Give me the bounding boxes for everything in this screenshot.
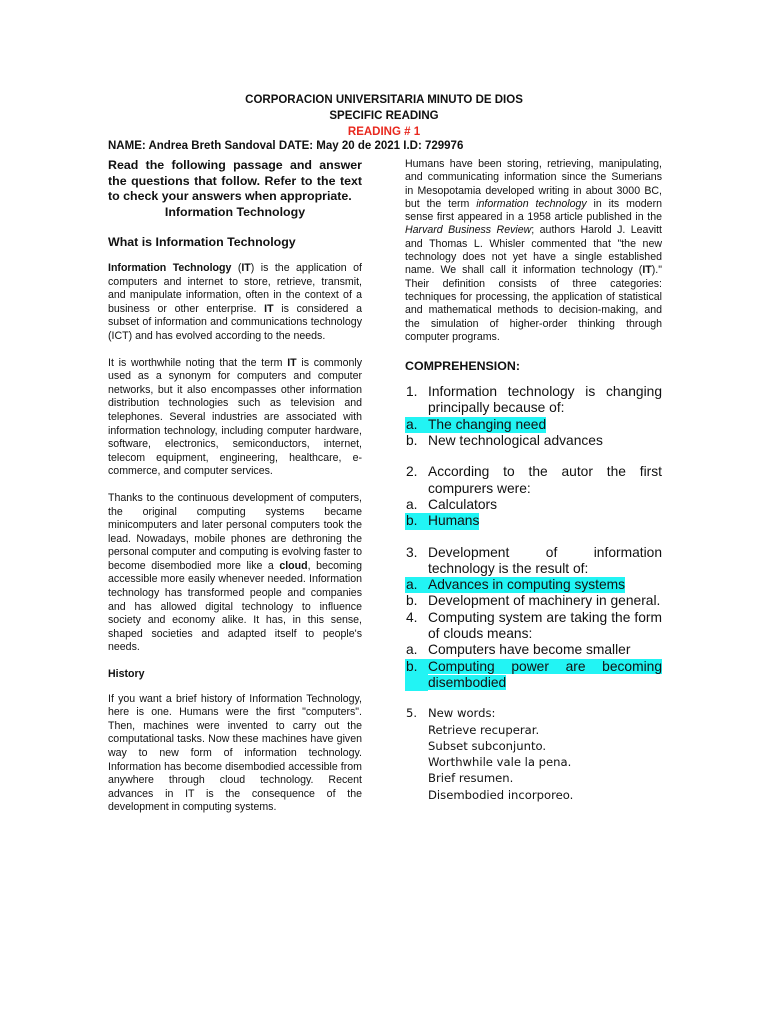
passage-title: Information Technology xyxy=(164,204,306,219)
question-list xyxy=(405,384,662,691)
new-words-title: New words: xyxy=(428,706,496,721)
question-text: Information technology is changing principally because of: xyxy=(428,384,662,416)
student-info-line: NAME: Andrea Breth Sandoval DATE: May 20 de 2021 I.D: 729976 xyxy=(108,140,464,152)
answer-option: Development of machinery in general. xyxy=(428,593,661,609)
question-4: 4. Computing system are taking the form of clouds means: a. Computers have become smaller b. Computing power are becoming disembodied xyxy=(406,609,662,690)
paragraph-history: If you want a brief history of Information Technology, here is one. Humans were the first "computers". Then, machines were invented to carry out the computational tasks. Now these machines have given way to new form of information technology. Information has become disembodied accessible from anywhere through cloud technology. Recent advances in IT is the consequence of the development in computing systems. xyxy=(108,692,362,814)
answer-option-highlighted: Computing power are becoming disembodied xyxy=(428,658,662,690)
paragraph-humans: Humans have been storing, retrieving, manipulating, and communicating information since the Sumerians in Mesopotamia developed writing in about 3000 BC, but the term information technology in its modern sense first appeared in a 1958 article published in the Harvard Business Review; authors Harold J. Leavitt and Thomas L. Whisler commented that "the new technology does not yet have a single established name. We shall call it information technology (IT)." Their definition consists of three categories: techniques for processing, the application of statistical and mathematical methods to decision-making, and the simulation of higher-order thinking through computer programs. xyxy=(405,158,662,343)
reading-number: READING # 1 xyxy=(347,126,421,138)
paragraph-definition: Information Technology (IT) is the application of computers and internet to store, retrieve, transmit, and manipulate information, often in the context of a business or other enterprise. IT is considered a subset of information and communications technology (ICT) and has evolved according to the needs. xyxy=(108,262,363,342)
question-text: According to the autor the first compurers were: xyxy=(428,464,662,496)
course-name: SPECIFIC READING xyxy=(329,110,439,122)
section-title: What is Information Technology xyxy=(108,235,296,249)
right-column xyxy=(405,158,662,803)
question-text: Computing system are taking the form of clouds means: xyxy=(428,609,662,642)
left-column xyxy=(108,158,362,828)
paragraph-development: Thanks to the continuous development of computers, the original computing systems became minicomputers and later personal computers took the lead. Nowadays, mobile phones are dethroning the personal computer and computing is evolving faster to become disembodied more like a cloud, becoming accessible more easily whenever needed. Information technology has transformed people and companies and has allowed digital technology to influence society and economy alike. It has, in this sense, shaped societies and adapted itself to people's needs. xyxy=(108,491,363,654)
question-2: 2. According to the autor the first compurers were: a. Calculators b. Humans xyxy=(406,464,662,529)
answer-option-highlighted: The changing need xyxy=(428,416,547,432)
question-text: Development of information technology is the result of: xyxy=(428,544,662,576)
new-word-item: Worthwhile vale la pena. xyxy=(428,755,572,770)
paragraph-synonym: It is worthwhile noting that the term IT is commonly used as a synonym for computers and computer networks, but it also encompasses other information distribution technologies such as television and telephones. Several industries are associated with information technology, including computer hardware, software, electronics, semiconductors, internet, telecom equipment, engineering, healthcare, e-commerce, and computer services. xyxy=(108,356,363,478)
institution-name: CORPORACION UNIVERSITARIA MINUTO DE DIOS xyxy=(245,94,523,106)
new-words-section: 5. New words: Retrieve recuperar. Subset subconjunto. Worthwhile vale la pena. Brief resumen. Disembodied incorporeo. xyxy=(406,706,574,802)
question-3: 3. Development of information technology is the result of: a. Advances in computing systems b. Development of machinery in general. xyxy=(406,544,662,609)
instructions: Read the following passage and answer the questions that follow. Refer to the text to check your answers when appropriate. xyxy=(108,158,362,203)
answer-option-highlighted: Advances in computing systems xyxy=(428,577,626,593)
answer-option: Calculators xyxy=(428,496,498,512)
term-it: Information Technology xyxy=(108,262,232,274)
answer-option: New technological advances xyxy=(428,433,603,449)
new-word-item: Subset subconjunto. xyxy=(428,738,547,753)
new-word-item: Disembodied incorporeo. xyxy=(428,787,574,802)
new-word-item: Brief resumen. xyxy=(428,771,514,786)
comprehension-title: COMPREHENSION: xyxy=(405,359,520,374)
question-1: 1. Information technology is changing principally because of: a. The changing need b. New technological advances xyxy=(406,384,662,449)
history-title: History xyxy=(108,668,145,681)
document-header xyxy=(0,92,768,140)
new-word-item: Retrieve recuperar. xyxy=(428,722,540,737)
answer-option-highlighted: Humans xyxy=(428,513,480,529)
answer-option: Computers have become smaller xyxy=(428,642,631,658)
